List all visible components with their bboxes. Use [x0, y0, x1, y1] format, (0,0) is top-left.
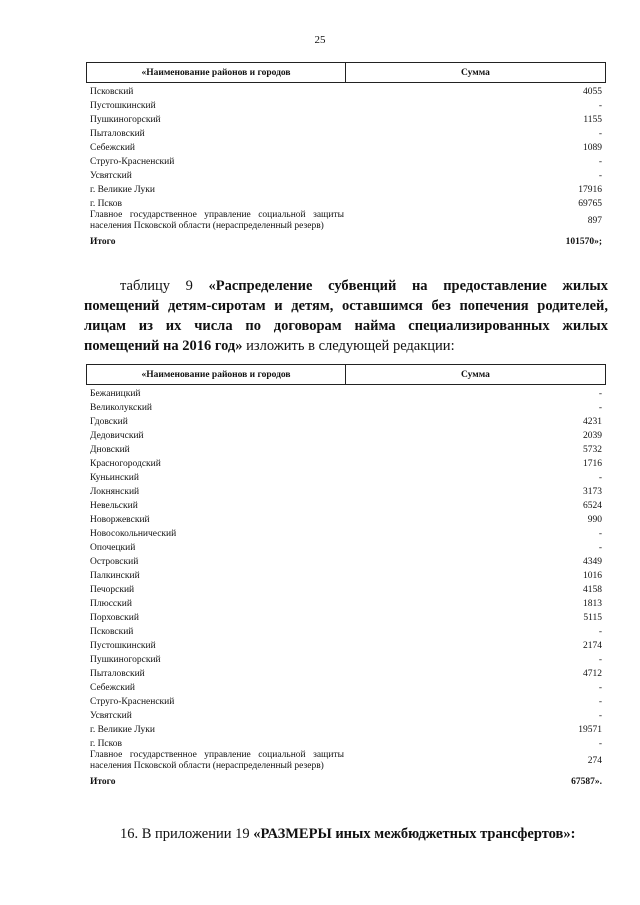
table-row	[86, 693, 606, 707]
row-value: -	[598, 157, 602, 167]
row-value: -	[598, 529, 602, 539]
table-row	[86, 195, 606, 209]
section-heading-bold: «РАЗМЕРЫ иных межбюджетных трансфертов»:	[253, 826, 576, 842]
table-row	[86, 581, 606, 595]
row-name: Печорский	[90, 585, 135, 595]
row-value: 1089	[583, 143, 602, 153]
row-value: 1813	[583, 599, 602, 609]
row-name: Новосокольнический	[90, 529, 177, 539]
row-name: Красногородский	[90, 459, 161, 469]
row-name: Себежский	[90, 143, 135, 153]
row-value: 2039	[583, 431, 602, 441]
row-name: Островский	[90, 557, 139, 567]
row-value: -	[598, 739, 602, 749]
row-value: 4349	[583, 557, 602, 567]
row-value: -	[598, 711, 602, 721]
table-row	[86, 539, 606, 553]
table-row	[86, 83, 606, 97]
table-header	[86, 62, 606, 83]
row-name: Бежаницкий	[90, 389, 141, 399]
row-value: 6524	[583, 501, 602, 511]
row-value: 1716	[583, 459, 602, 469]
table-row	[86, 497, 606, 511]
row-name: Невельский	[90, 501, 138, 511]
row-name: Опочецкий	[90, 543, 136, 553]
row-value: -	[598, 683, 602, 693]
row-value: -	[598, 101, 602, 111]
paragraph-bold: «Распределение субвенций на предоставление жилых помещений детям-сиротам и детям, оставшимся без попечения родителей, лицам из их числа по договорам найма специализированных жилых помещений на 2016 год»	[84, 278, 608, 354]
row-value: 5732	[583, 445, 602, 455]
row-value: 990	[587, 515, 602, 525]
row-name: г. Великие Луки	[90, 725, 155, 735]
row-name: Себежский	[90, 683, 135, 693]
table-row	[86, 139, 606, 153]
paragraph-lead: таблицу 9	[120, 278, 209, 294]
table-row	[86, 553, 606, 567]
row-name: Порховский	[90, 613, 139, 623]
table-row	[86, 735, 606, 749]
row-name: Струго-Красненский	[90, 697, 175, 707]
row-value: 4712	[583, 669, 602, 679]
row-name: Плюсский	[90, 599, 132, 609]
row-name: Пушкиногорский	[90, 655, 161, 665]
row-value: -	[598, 129, 602, 139]
row-value: -	[598, 171, 602, 181]
table-row-total	[86, 773, 606, 787]
table-row	[86, 427, 606, 441]
table-row	[86, 97, 606, 111]
table-1	[86, 62, 606, 247]
row-name: Итого	[90, 237, 116, 247]
row-value: 67587».	[571, 777, 602, 787]
row-name: Дновский	[90, 445, 130, 455]
row-value: 19571	[578, 725, 602, 735]
table-row	[86, 651, 606, 665]
table-row	[86, 181, 606, 195]
row-value: 274	[587, 756, 602, 766]
table-row	[86, 483, 606, 497]
column-header-sum: Сумма	[461, 67, 490, 78]
section-heading	[120, 826, 575, 843]
row-value: 3173	[583, 487, 602, 497]
table-header	[86, 364, 606, 385]
row-name: Итого	[90, 777, 116, 787]
table-row	[86, 525, 606, 539]
row-name: Палкинский	[90, 571, 140, 581]
row-value: 897	[587, 216, 602, 226]
row-name: Новоржевский	[90, 515, 150, 525]
table-row	[86, 623, 606, 637]
row-value: 2174	[583, 641, 602, 651]
row-value: 69765	[578, 199, 602, 209]
row-name: Псковский	[90, 627, 134, 637]
row-name: Пустошкинский	[90, 641, 156, 651]
table-row	[86, 721, 606, 735]
row-name: Дедовичский	[90, 431, 144, 441]
row-name: Струго-Красненский	[90, 157, 175, 167]
row-value: -	[598, 403, 602, 413]
section-heading-lead: 16. В приложении 19	[120, 826, 254, 842]
table-row	[86, 455, 606, 469]
table-row	[86, 167, 606, 181]
row-value: -	[598, 627, 602, 637]
row-name: Куньинский	[90, 473, 139, 483]
table-row	[86, 399, 606, 413]
row-value: -	[598, 655, 602, 665]
row-value: 4055	[583, 87, 602, 97]
row-name: Гдовский	[90, 417, 128, 427]
row-value: 4158	[583, 585, 602, 595]
table-row	[86, 665, 606, 679]
table-row	[86, 413, 606, 427]
row-value: 1155	[583, 115, 602, 125]
row-value: -	[598, 697, 602, 707]
row-name: Усвятский	[90, 171, 132, 181]
table-2	[86, 364, 606, 787]
row-name: Локнянский	[90, 487, 140, 497]
table-row	[86, 125, 606, 139]
row-value: 17916	[578, 185, 602, 195]
row-name: Великолукский	[90, 403, 153, 413]
row-name: Псковский	[90, 87, 134, 97]
table-row	[86, 385, 606, 399]
row-name: г. Псков	[90, 199, 123, 209]
column-header-name: «Наименование районов и городов	[87, 365, 346, 384]
row-value: -	[598, 543, 602, 553]
table-row-total	[86, 233, 606, 247]
table-row	[86, 567, 606, 581]
paragraph-tail: изложить в следующей редакции:	[242, 338, 455, 354]
row-name: Пыталовский	[90, 129, 145, 139]
row-name: Усвятский	[90, 711, 132, 721]
table-row	[86, 707, 606, 721]
column-header-sum: Сумма	[461, 369, 490, 380]
row-name: г. Великие Луки	[90, 185, 155, 195]
table-row	[86, 469, 606, 483]
table-row	[86, 679, 606, 693]
row-value: 5115	[583, 613, 602, 623]
table-row-reserve	[86, 209, 606, 233]
row-name: Пыталовский	[90, 669, 145, 679]
row-name: Пушкиногорский	[90, 115, 161, 125]
row-value: 101570»;	[565, 237, 602, 247]
body-paragraph	[84, 276, 608, 356]
table-row-reserve	[86, 749, 606, 773]
row-name: Главное государственное управление социальной защиты населения Псковской области (нераспределенный резерв)	[90, 750, 344, 771]
table-row	[86, 441, 606, 455]
row-value: -	[598, 389, 602, 399]
row-name: Пустошкинский	[90, 101, 156, 111]
table-row	[86, 595, 606, 609]
table-row	[86, 111, 606, 125]
row-value: 1016	[583, 571, 602, 581]
row-name: Главное государственное управление социальной защиты населения Псковской области (нераспределенный резерв)	[90, 210, 344, 231]
row-name: г. Псков	[90, 739, 123, 749]
table-body	[86, 83, 606, 209]
table-row	[86, 511, 606, 525]
row-value: 4231	[583, 417, 602, 427]
page-number: 25	[314, 34, 326, 46]
column-header-name: «Наименование районов и городов	[87, 63, 346, 82]
table-row	[86, 153, 606, 167]
table-row	[86, 609, 606, 623]
table-body	[86, 385, 606, 749]
row-value: -	[598, 473, 602, 483]
table-row	[86, 637, 606, 651]
